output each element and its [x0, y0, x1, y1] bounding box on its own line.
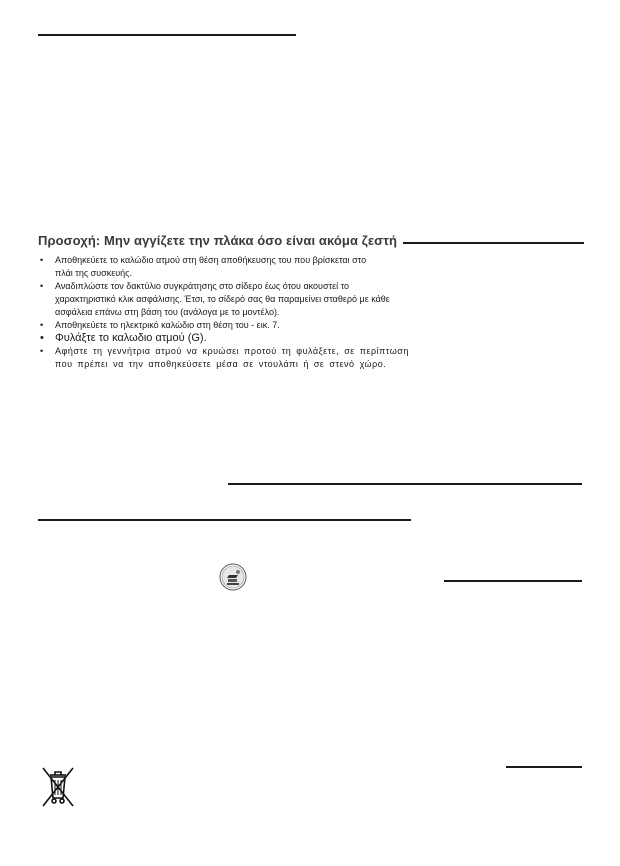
rule-top [38, 34, 296, 36]
list-item: • Αποθηκεύετε το καλώδιο ατμού στη θέση αποθήκευσης του που βρίσκεται στο πλάι της συσκευής. [40, 255, 367, 278]
list-item: • Αναδιπλώστε τον δακτύλιο συγκράτησης στο σίδερο έως ότου ακουστεί το χαρακτηριστικό κλικ ασφάλισης. Έτσι, το σίδερό σας θα παραμείνει σταθερό με κάθε ασφάλεια επάνω στη βάση του (ανάλογα με το μοντέλο). [40, 281, 390, 317]
appliance-seal-icon [219, 563, 247, 591]
list-item: • Αφήστε τη γεννήτρια ατμού να κρυώσει προτού τη φυλάξετε, σε περίπτωση που πρέπει να την αποθηκεύσετε μέσα σε ντουλάπι ή σε στενό χώρο. [40, 346, 409, 369]
list-item: • Φυλάξτε το καλωδιο ατμού (G). [40, 332, 207, 344]
rule-heading-right [403, 242, 584, 244]
rule-middle-right [228, 483, 582, 485]
rule-logo-right [444, 580, 582, 582]
rule-middle-left [38, 519, 411, 521]
rule-bottom-right [506, 766, 582, 768]
warning-heading: Προσοχή: Μην αγγίζετε την πλάκα όσο είναι ακόμα ζεστή [38, 233, 398, 248]
list-item: • Αποθηκεύετε το ηλεκτρικό καλώδιο στη θέση του - εικ. 7. [40, 320, 280, 330]
crossed-out-wheelie-bin-icon [40, 765, 76, 809]
storage-instructions-list [38, 254, 409, 371]
